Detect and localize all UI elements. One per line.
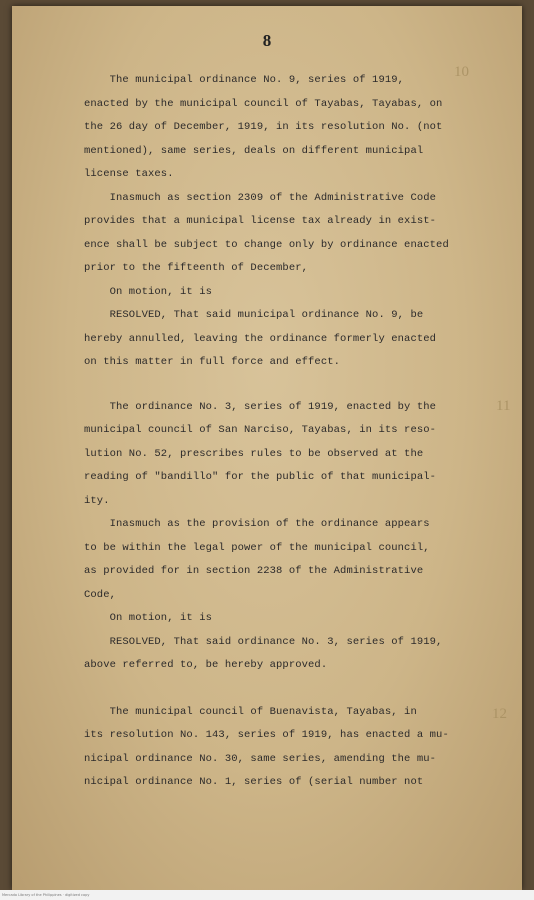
text-line: Code,	[84, 588, 117, 601]
text-line: nicipal ordinance No. 1, series of (serial number not	[84, 776, 424, 788]
paragraph-on-motion-1	[84, 281, 496, 305]
text-line: above referred to, be hereby approved.	[84, 659, 328, 671]
text-line: mentioned), same series, deals on different municipal	[84, 144, 424, 157]
text-line: The municipal ordinance No. 9, series of 1919,	[84, 74, 405, 86]
text-line: On motion, it is	[84, 612, 213, 624]
text-line: prior to the fifteenth of December,	[84, 262, 309, 274]
text-line: lution No. 52, prescribes rules to be observed at the	[84, 447, 424, 460]
paragraph-resolved-approved	[84, 631, 496, 678]
text-line: ity.	[84, 494, 110, 507]
scan-footer: Mercado Library of the Philippines · digitized copy	[0, 890, 534, 900]
text-line: provides that a municipal license tax already in exist-	[84, 215, 437, 227]
paragraph-inasmuch-2238	[84, 513, 496, 607]
text-line: ence shall be subject to change only by ordinance enacted	[84, 238, 449, 251]
text-line: Inasmuch as the provision of the ordinance appears	[84, 518, 430, 530]
text-line: RESOLVED, That said municipal ordinance No. 9, be	[84, 309, 424, 321]
section-gap	[84, 678, 496, 701]
paragraph-on-motion-2	[84, 607, 496, 631]
text-line: On motion, it is	[84, 285, 213, 298]
text-line: the 26 day of December, 1919, in its resolution No. (not	[84, 121, 443, 133]
text-line: license taxes.	[84, 168, 174, 180]
paragraph-resolved-annulled	[84, 304, 496, 375]
page-number: 8	[262, 31, 272, 50]
paragraph-tayabas-ordinance	[84, 69, 496, 187]
text-line: enacted by the municipal council of Tayabas, Tayabas, on	[84, 97, 443, 110]
text-line: RESOLVED, That said ordinance No. 3, series of 1919,	[84, 635, 443, 648]
text-line: Inasmuch as section 2309 of the Administrative Code	[84, 191, 437, 204]
document-body	[84, 69, 496, 795]
paragraph-san-narciso-ordinance	[84, 396, 496, 514]
text-line: The ordinance No. 3, series of 1919, enacted by the	[84, 400, 437, 413]
paragraph-inasmuch-2309	[84, 187, 496, 281]
margin-number-11: 11	[496, 398, 511, 414]
section-gap	[84, 375, 496, 396]
text-line: to be within the legal power of the municipal council,	[84, 541, 430, 554]
text-line: The municipal council of Buenavista, Tayabas, in	[84, 705, 417, 718]
text-line: its resolution No. 143, series of 1919, has enacted a mu-	[84, 729, 449, 741]
margin-number-12: 12	[492, 706, 507, 722]
text-line: hereby annulled, leaving the ordinance formerly enacted	[84, 332, 437, 345]
margin-number-10: 10	[454, 64, 469, 80]
text-line: on this matter in full force and effect.	[84, 356, 341, 368]
text-line: nicipal ordinance No. 30, same series, amending the mu-	[84, 752, 437, 765]
text-line: reading of "bandillo" for the public of that municipal-	[84, 471, 437, 483]
paragraph-buenavista-ordinance	[84, 701, 496, 795]
text-line: municipal council of San Narciso, Tayabas, in its reso-	[84, 424, 437, 436]
document-page	[12, 6, 522, 890]
text-line: as provided for in section 2238 of the Administrative	[84, 565, 424, 577]
